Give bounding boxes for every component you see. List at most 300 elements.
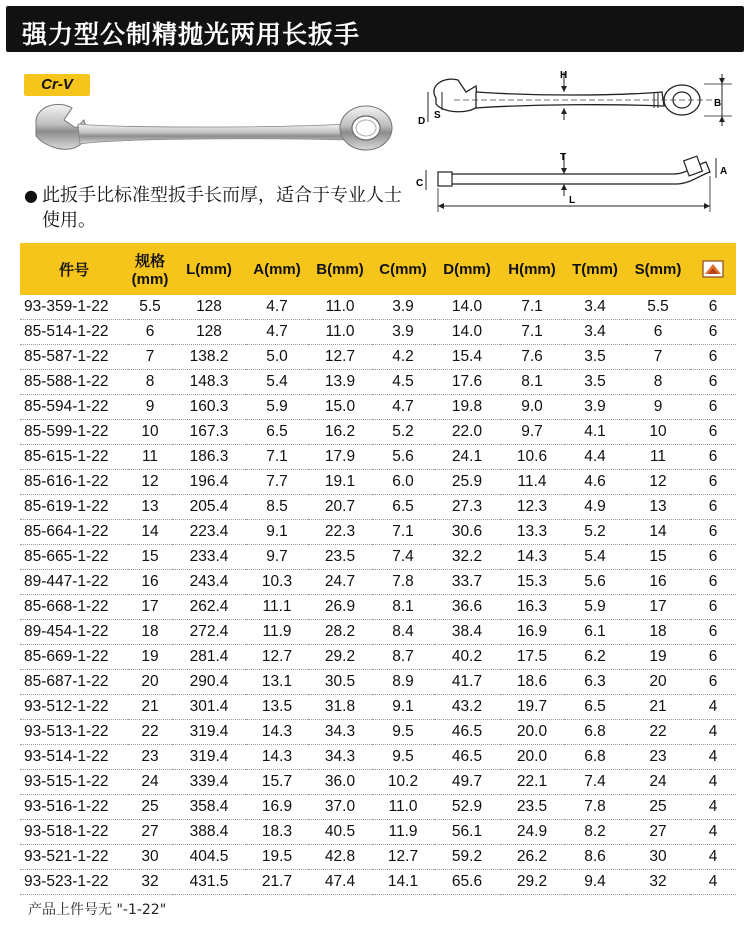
table-cell: 3.5 [564,345,626,370]
table-cell: 11.9 [246,620,308,645]
table-cell: 128 [172,320,246,345]
table-cell: 16.9 [246,795,308,820]
table-cell: 7.1 [372,520,434,545]
table-cell: 6 [626,320,690,345]
table-cell: 32.2 [434,545,500,570]
table-cell: 23 [128,745,172,770]
table-cell: 10.6 [500,445,564,470]
table-cell: 89-447-1-22 [20,570,128,595]
table-cell: 46.5 [434,745,500,770]
table-cell: 9.0 [500,395,564,420]
table-cell: 6 [690,645,736,670]
dim-label-a: A [720,166,728,177]
box-icon [702,260,724,278]
table-cell: 4.9 [564,495,626,520]
table-cell: 4 [690,820,736,845]
table-cell: 13 [626,495,690,520]
table-cell: 59.2 [434,845,500,870]
table-cell: 85-599-1-22 [20,420,128,445]
table-cell: 6.5 [246,420,308,445]
table-cell: 85-668-1-22 [20,595,128,620]
material-badge-label: Cr-V [41,76,73,93]
table-cell: 85-669-1-22 [20,645,128,670]
table-cell: 26.9 [308,595,372,620]
table-cell: 272.4 [172,620,246,645]
table-cell: 6.0 [372,470,434,495]
table-cell: 24.9 [500,820,564,845]
table-cell: 5.0 [246,345,308,370]
table-cell: 36.6 [434,595,500,620]
header-code: 件号 [20,243,128,295]
table-cell: 7 [626,345,690,370]
table-cell: 16.9 [500,620,564,645]
table-cell: 11.0 [308,295,372,320]
table-cell: 65.6 [434,870,500,895]
table-cell: 93-359-1-22 [20,295,128,320]
dim-label-t: T [560,152,567,163]
table-cell: 4 [690,845,736,870]
table-cell: 6.5 [564,695,626,720]
table-row [20,720,736,745]
table-cell: 3.4 [564,295,626,320]
table-cell: 29.2 [308,645,372,670]
table-cell: 205.4 [172,495,246,520]
table-row [20,820,736,845]
table-cell: 85-665-1-22 [20,545,128,570]
table-cell: 12.7 [246,645,308,670]
table-cell: 6 [690,395,736,420]
table-row [20,395,736,420]
table-cell: 8.2 [564,820,626,845]
table-cell: 47.4 [308,870,372,895]
table-cell: 6.5 [372,495,434,520]
table-cell: 15 [626,545,690,570]
table-cell: 7.1 [500,295,564,320]
table-cell: 12.7 [308,345,372,370]
header-c: C(mm) [372,243,434,295]
table-cell: 30 [626,845,690,870]
wrench-photo [28,98,408,178]
table-cell: 5.9 [246,395,308,420]
dim-label-d: D [418,116,426,127]
table-cell: 25 [128,795,172,820]
table-cell: 24 [128,770,172,795]
table-cell: 186.3 [172,445,246,470]
table-cell: 10.2 [372,770,434,795]
table-cell: 12.7 [372,845,434,870]
table-cell: 3.9 [564,395,626,420]
table-row [20,745,736,770]
table-cell: 85-588-1-22 [20,370,128,395]
table-cell: 40.5 [308,820,372,845]
table-cell: 11.1 [246,595,308,620]
table-cell: 42.8 [308,845,372,870]
table-cell: 6 [128,320,172,345]
table-cell: 404.5 [172,845,246,870]
table-cell: 12 [626,470,690,495]
table-row [20,320,736,345]
table-cell: 15 [128,545,172,570]
material-badge [24,74,90,96]
table-row [20,695,736,720]
table-cell: 6 [690,420,736,445]
table-cell: 13.3 [500,520,564,545]
table-row [20,595,736,620]
table-cell: 4 [690,795,736,820]
header-d: D(mm) [434,243,500,295]
table-cell: 160.3 [172,395,246,420]
table-cell: 14.1 [372,870,434,895]
header-size-line1: 规格 [134,253,165,270]
table-cell: 85-664-1-22 [20,520,128,545]
table-cell: 7 [128,345,172,370]
table-header-row [20,243,736,295]
table-cell: 301.4 [172,695,246,720]
table-cell: 22.3 [308,520,372,545]
table-cell: 243.4 [172,570,246,595]
table-cell: 148.3 [172,370,246,395]
table-cell: 9 [128,395,172,420]
table-cell: 319.4 [172,720,246,745]
product-spec-page [6,0,744,951]
table-cell: 10 [128,420,172,445]
table-cell: 93-514-1-22 [20,745,128,770]
table-cell: 38.4 [434,620,500,645]
table-cell: 11.4 [500,470,564,495]
table-cell: 9 [626,395,690,420]
table-cell: 23 [626,745,690,770]
footnote: 产品上件号无 "-1-22" [28,902,167,918]
table-cell: 4.2 [372,345,434,370]
table-cell: 3.9 [372,320,434,345]
table-cell: 4.7 [246,320,308,345]
table-cell: 7.4 [564,770,626,795]
table-cell: 6.2 [564,645,626,670]
table-cell: 167.3 [172,420,246,445]
table-cell: 7.6 [500,345,564,370]
header-t: T(mm) [564,243,626,295]
table-cell: 46.5 [434,720,500,745]
dimension-diagram [414,62,736,220]
table-cell: 138.2 [172,345,246,370]
header-s: S(mm) [626,243,690,295]
table-cell: 14.3 [246,745,308,770]
table-cell: 20.7 [308,495,372,520]
table-cell: 14.3 [246,720,308,745]
table-cell: 431.5 [172,870,246,895]
table-cell: 5.2 [372,420,434,445]
header-h: H(mm) [500,243,564,295]
table-cell: 24 [626,770,690,795]
table-cell: 23.5 [308,545,372,570]
table-cell: 16.3 [500,595,564,620]
table-cell: 6 [690,545,736,570]
table-cell: 5.4 [564,545,626,570]
table-cell: 6 [690,370,736,395]
table-cell: 30 [128,845,172,870]
table-cell: 93-512-1-22 [20,695,128,720]
table-cell: 4 [690,745,736,770]
table-cell: 15.0 [308,395,372,420]
table-cell: 4.4 [564,445,626,470]
table-cell: 14.0 [434,295,500,320]
table-cell: 34.3 [308,745,372,770]
table-row [20,295,736,320]
table-row [20,520,736,545]
table-cell: 40.2 [434,645,500,670]
table-cell: 6 [690,620,736,645]
table-cell: 13.9 [308,370,372,395]
table-cell: 5.6 [564,570,626,595]
table-row [20,570,736,595]
table-cell: 6 [690,320,736,345]
table-cell: 18 [128,620,172,645]
table-cell: 319.4 [172,745,246,770]
table-row [20,870,736,895]
table-cell: 17.6 [434,370,500,395]
table-cell: 8.1 [500,370,564,395]
table-cell: 10 [626,420,690,445]
table-cell: 11 [626,445,690,470]
table-cell: 11 [128,445,172,470]
table-cell: 262.4 [172,595,246,620]
table-cell: 7.8 [372,570,434,595]
table-cell: 5.9 [564,595,626,620]
table-cell: 358.4 [172,795,246,820]
table-cell: 5.2 [564,520,626,545]
table-cell: 24.7 [308,570,372,595]
table-cell: 43.2 [434,695,500,720]
dim-label-l: L [569,195,576,206]
table-cell: 7.7 [246,470,308,495]
table-cell: 5.4 [246,370,308,395]
table-cell: 56.1 [434,820,500,845]
table-cell: 6 [690,520,736,545]
table-row [20,620,736,645]
table-cell: 18.3 [246,820,308,845]
table-cell: 19.1 [308,470,372,495]
table-cell: 5.5 [128,295,172,320]
table-cell: 20.0 [500,745,564,770]
table-cell: 27.3 [434,495,500,520]
table-cell: 29.2 [500,870,564,895]
table-row [20,445,736,470]
table-cell: 15.7 [246,770,308,795]
table-cell: 7.8 [564,795,626,820]
table-cell: 22 [626,720,690,745]
table-cell: 17 [128,595,172,620]
table-cell: 11.0 [372,795,434,820]
table-cell: 20 [626,670,690,695]
table-cell: 21.7 [246,870,308,895]
table-cell: 10.3 [246,570,308,595]
table-cell: 9.7 [500,420,564,445]
table-cell: 13.1 [246,670,308,695]
table-cell: 8.9 [372,670,434,695]
table-cell: 5.5 [626,295,690,320]
spec-table [20,243,736,895]
table-row [20,770,736,795]
table-row [20,495,736,520]
table-cell: 19 [626,645,690,670]
table-cell: 24.1 [434,445,500,470]
table-cell: 17 [626,595,690,620]
table-cell: 233.4 [172,545,246,570]
table-cell: 36.0 [308,770,372,795]
table-cell: 196.4 [172,470,246,495]
header-size [128,243,172,295]
table-cell: 15.4 [434,345,500,370]
table-cell: 6.1 [564,620,626,645]
table-cell: 4 [690,720,736,745]
table-cell: 21 [626,695,690,720]
table-cell: 20.0 [500,720,564,745]
table-cell: 6 [690,470,736,495]
table-cell: 4 [690,870,736,895]
table-cell: 9.4 [564,870,626,895]
table-cell: 30.5 [308,670,372,695]
table-cell: 8.4 [372,620,434,645]
table-cell: 20 [128,670,172,695]
table-cell: 93-515-1-22 [20,770,128,795]
table-cell: 25.9 [434,470,500,495]
table-cell: 6.8 [564,745,626,770]
table-cell: 16 [626,570,690,595]
table-row [20,345,736,370]
table-cell: 19.8 [434,395,500,420]
table-cell: 22.1 [500,770,564,795]
table-cell: 93-513-1-22 [20,720,128,745]
table-row [20,370,736,395]
dim-label-s: S [434,110,441,121]
table-cell: 93-521-1-22 [20,845,128,870]
table-cell: 12 [128,470,172,495]
table-cell: 89-454-1-22 [20,620,128,645]
table-cell: 3.9 [372,295,434,320]
table-cell: 85-687-1-22 [20,670,128,695]
header-size-line2: (mm) [131,271,169,288]
table-cell: 13.5 [246,695,308,720]
table-cell: 8.5 [246,495,308,520]
table-cell: 5.6 [372,445,434,470]
dim-label-c: C [416,178,424,189]
table-cell: 85-587-1-22 [20,345,128,370]
table-cell: 388.4 [172,820,246,845]
table-cell: 14.0 [434,320,500,345]
table-cell: 31.8 [308,695,372,720]
table-cell: 6 [690,445,736,470]
table-cell: 6 [690,670,736,695]
table-cell: 93-523-1-22 [20,870,128,895]
dim-label-b: B [714,98,722,109]
table-cell: 4.6 [564,470,626,495]
table-cell: 93-516-1-22 [20,795,128,820]
table-cell: 4 [690,695,736,720]
table-cell: 14 [128,520,172,545]
table-cell: 11.0 [308,320,372,345]
table-row [20,470,736,495]
table-cell: 85-514-1-22 [20,320,128,345]
header-l: L(mm) [172,243,246,295]
table-cell: 6.8 [564,720,626,745]
table-row [20,670,736,695]
table-cell: 4.1 [564,420,626,445]
table-cell: 8 [128,370,172,395]
table-cell: 8 [626,370,690,395]
table-cell: 9.7 [246,545,308,570]
table-cell: 3.5 [564,370,626,395]
table-cell: 8.1 [372,595,434,620]
table-cell: 7.1 [246,445,308,470]
table-row [20,795,736,820]
header-b: B(mm) [308,243,372,295]
table-cell: 15.3 [500,570,564,595]
table-cell: 19 [128,645,172,670]
bullet-icon: ● [24,186,38,205]
table-cell: 27 [128,820,172,845]
table-cell: 6 [690,570,736,595]
table-cell: 37.0 [308,795,372,820]
table-cell: 30.6 [434,520,500,545]
table-cell: 4.7 [372,395,434,420]
table-cell: 339.4 [172,770,246,795]
table-cell: 93-518-1-22 [20,820,128,845]
table-cell: 8.7 [372,645,434,670]
table-cell: 19.7 [500,695,564,720]
table-cell: 52.9 [434,795,500,820]
table-cell: 21 [128,695,172,720]
table-cell: 9.5 [372,745,434,770]
table-cell: 7.4 [372,545,434,570]
table-cell: 85-594-1-22 [20,395,128,420]
table-cell: 49.7 [434,770,500,795]
table-cell: 9.1 [246,520,308,545]
table-cell: 26.2 [500,845,564,870]
description-text: 此扳手比标准型扳手长而厚，适合于专业人士使用。 [42,185,402,231]
table-row [20,845,736,870]
table-cell: 6 [690,295,736,320]
table-cell: 14 [626,520,690,545]
table-cell: 16.2 [308,420,372,445]
table-cell: 128 [172,295,246,320]
table-cell: 32 [128,870,172,895]
table-cell: 4 [690,770,736,795]
table-cell: 16 [128,570,172,595]
table-cell: 85-619-1-22 [20,495,128,520]
table-cell: 281.4 [172,645,246,670]
header-a: A(mm) [246,243,308,295]
table-cell: 3.4 [564,320,626,345]
table-cell: 17.9 [308,445,372,470]
table-cell: 19.5 [246,845,308,870]
table-cell: 223.4 [172,520,246,545]
table-cell: 28.2 [308,620,372,645]
table-cell: 34.3 [308,720,372,745]
table-body [20,295,736,895]
table-cell: 13 [128,495,172,520]
table-cell: 32 [626,870,690,895]
table-cell: 22 [128,720,172,745]
page-title: 强力型公制精抛光两用长扳手 [22,20,361,49]
table-cell: 18 [626,620,690,645]
table-cell: 6 [690,495,736,520]
table-cell: 4.5 [372,370,434,395]
table-cell: 27 [626,820,690,845]
table-cell: 17.5 [500,645,564,670]
table-cell: 11.9 [372,820,434,845]
table-cell: 290.4 [172,670,246,695]
table-row [20,420,736,445]
